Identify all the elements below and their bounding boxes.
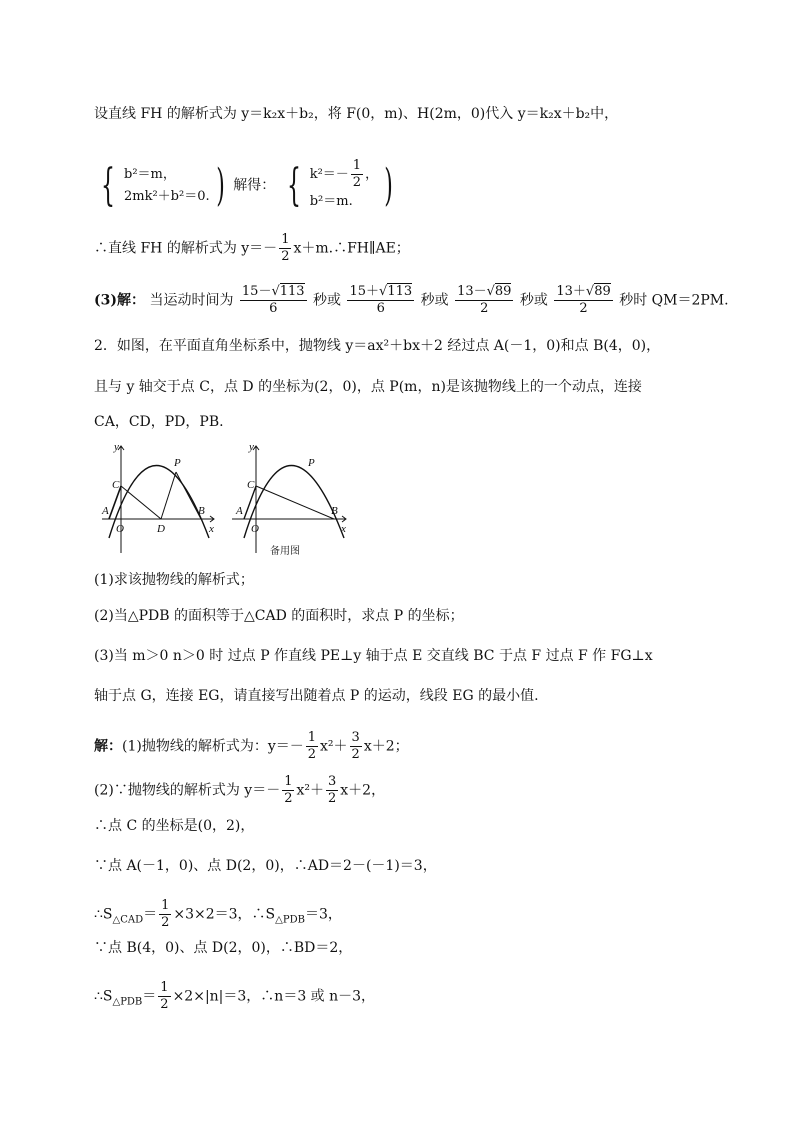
solution-line-7: $\therefore S_{\triangle PDB}=$ $\frac{1}{2}$ ×2×|n|＝3，∴n＝3 或 n－3， [94, 980, 376, 1012]
solution-line-3: ∴点 C 的坐标是(0，2)， [94, 818, 255, 834]
label-d: D [157, 523, 165, 535]
text-line-fh-result: ∴直线 FH 的解析式为 y＝－ $\frac{1}{2}$ x＋m.∴FH∥AE； [94, 232, 410, 264]
problem-2-line-2: 且与 y 轴交于点 C，点 D 的坐标为(2，0)，点 P(m，n)是该抛物线上的一个动点，连接 [94, 379, 642, 395]
label-p: P [174, 457, 181, 469]
question-3-line-1: (3)当 m＞0 n＞0 时 过点 P 作直线 PE⊥y 轴于点 E 交直线 BC 于点 F 过点 F 作 FG⊥x [94, 648, 653, 664]
left-brace-icon: { [286, 159, 301, 211]
right-paren-icon: ) [215, 159, 225, 211]
label-b: B [331, 505, 338, 517]
text-line-fh-setup: 设直线 FH 的解析式为 y＝k₂x＋b₂，将 F(0，m)、H(2m，0)代入 y＝k₂x＋b₂中， [94, 106, 619, 122]
system-2 [280, 158, 398, 213]
system-2-eq-2: b²＝m. [309, 194, 353, 209]
system-1-eq-2: 2mk²＋b²＝0. [124, 188, 210, 204]
question-1: (1)求该抛物线的解析式； [94, 572, 254, 588]
question-3-line-2: 轴于点 G，连接 EG，请直接写出随着点 P 的运动，线段 EG 的最小值. [94, 688, 539, 704]
right-paren-icon: ) [384, 159, 393, 211]
figure-caption: 备用图 [270, 546, 300, 557]
label-o: O [116, 523, 124, 535]
text-line-part3-answer: (3)解： 当运动时间为 $\frac{15-√113}{6}$ 秒或 $\frac{15+√113}{6}$ 秒或 $\frac{13-√89}{2}$ 秒或 $\frac{13+√89}{2}$ 秒时 QM＝2PM. [94, 284, 729, 316]
solution-line-4: ∵点 A(－1，0)、点 D(2，0)，∴AD＝2－(－1)＝3， [94, 858, 437, 874]
parabola-figures [94, 438, 364, 563]
label-a: A [236, 505, 243, 517]
label-a: A [102, 505, 109, 517]
segment-cd [121, 486, 161, 519]
solution-line-6: ∵点 B(4，0)、点 D(2，0)，∴BD＝2， [94, 940, 353, 956]
segment-pd [161, 472, 176, 519]
system-1 [94, 159, 229, 211]
solve-label: 解得： [233, 177, 276, 194]
left-brace-icon: { [101, 159, 115, 211]
equation-systems [94, 158, 397, 213]
label-y: y [249, 441, 254, 453]
question-2: (2)当△PDB 的面积等于△CAD 的面积时，求点 P 的坐标； [94, 608, 464, 624]
label-o: O [251, 523, 259, 535]
solution-line-5: $\therefore S_{\triangle CAD}=$ $\frac{1}{2}$ ×3×2＝3，$\therefore S_{\triangle PDB}=3$， [94, 898, 342, 930]
label-p: P [308, 457, 315, 469]
problem-2-line-3: CA，CD，PD，PB. [94, 414, 224, 430]
system-1-eq-1: b²＝m， [124, 166, 176, 182]
problem-2-line-1: 2．如图，在平面直角坐标系中，抛物线 y＝ax²＋bx＋2 经过点 A(－1，0)和点 B(4，0)， [94, 338, 661, 354]
figure-left [102, 446, 214, 553]
system-2-eq-1: k²＝－ $\frac{1}{2}$ ， [309, 158, 379, 190]
label-b: B [198, 505, 205, 517]
label-c: C [112, 479, 120, 491]
label-x: x [341, 523, 346, 535]
figure-right [232, 446, 346, 553]
label-x: x [209, 523, 214, 535]
label-c: C [247, 479, 255, 491]
solution-line-1: 解：(1)抛物线的解析式为：y＝－ $\frac{1}{2}$ x²＋ $\frac{3}{2}$ x＋2； [94, 730, 409, 762]
solution-line-2: (2)∵抛物线的解析式为 y＝－ $\frac{1}{2}$ x²＋ $\frac{3}{2}$ x＋2， [94, 774, 386, 806]
label-y: y [114, 441, 119, 453]
